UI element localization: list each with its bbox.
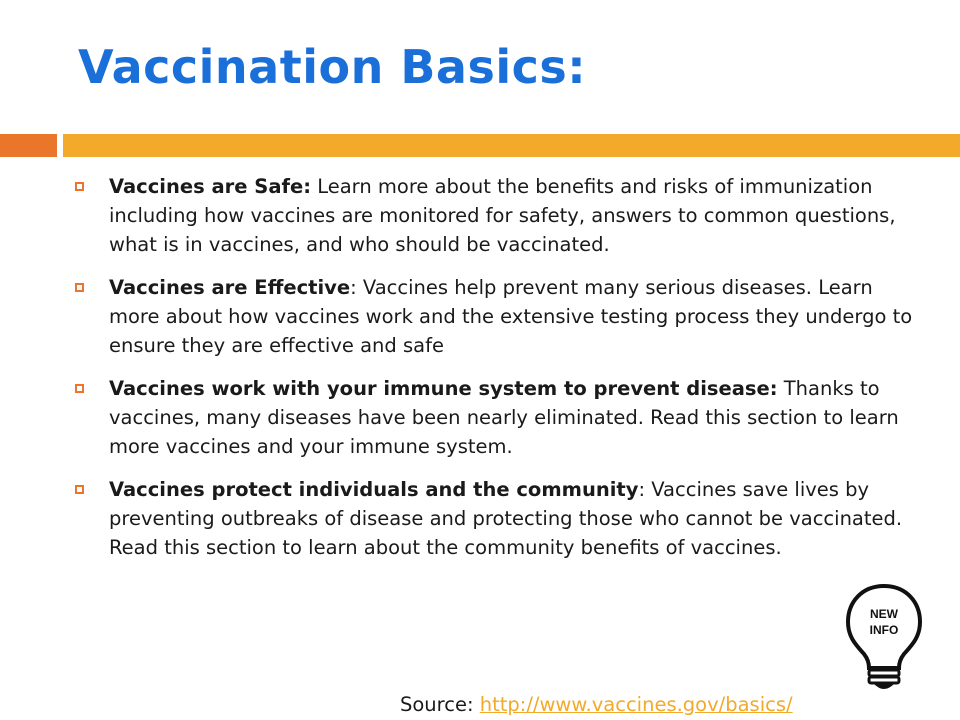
title-divider-right xyxy=(63,134,960,157)
bullet-heading: Vaccines work with your immune system to prevent disease: xyxy=(109,377,778,400)
bullet-community xyxy=(73,475,923,562)
bullet-immune-system xyxy=(73,374,923,461)
square-bullet-icon xyxy=(75,384,84,393)
bullet-vaccines-effective xyxy=(73,273,923,360)
lightbulb-icon xyxy=(842,582,926,694)
bullet-text: Learn more about the benefits and risks of immunization including how vaccines are monitored for safety, answers to common questions, what is in vaccines, and who should be vaccinated. xyxy=(109,175,896,256)
bullet-heading: Vaccines protect individuals and the community xyxy=(109,478,639,501)
bullet-list xyxy=(73,172,923,576)
bullet-text: : Vaccines save lives by preventing outbreaks of disease and protecting those who cannot be vaccinated. Read this section to learn about the community benefits of vaccines. xyxy=(109,478,903,559)
title-divider-left xyxy=(0,134,57,157)
square-bullet-icon xyxy=(75,283,84,292)
square-bullet-icon xyxy=(75,182,84,191)
bullet-text: : Vaccines help prevent many serious diseases. Learn more about how vaccines work and the extensive testing process they undergo to ensure they are effective and safe xyxy=(109,276,913,357)
bullet-heading: Vaccines are Safe: xyxy=(109,175,311,198)
bullet-text: Thanks to vaccines, many diseases have been nearly eliminated. Read this section to learn more vaccines and your immune system. xyxy=(109,377,899,458)
source-link[interactable]: http://www.vaccines.gov/basics/ xyxy=(479,693,793,716)
bullet-heading: Vaccines are Effective xyxy=(109,276,351,299)
page-title: Vaccination Basics: xyxy=(78,40,587,94)
source-citation xyxy=(400,693,793,716)
square-bullet-icon xyxy=(75,485,84,494)
badge-line-info: INFO xyxy=(869,623,899,637)
bullet-vaccines-safe xyxy=(73,172,923,259)
badge-line-new: NEW xyxy=(870,607,898,621)
source-label: Source: xyxy=(400,693,480,716)
